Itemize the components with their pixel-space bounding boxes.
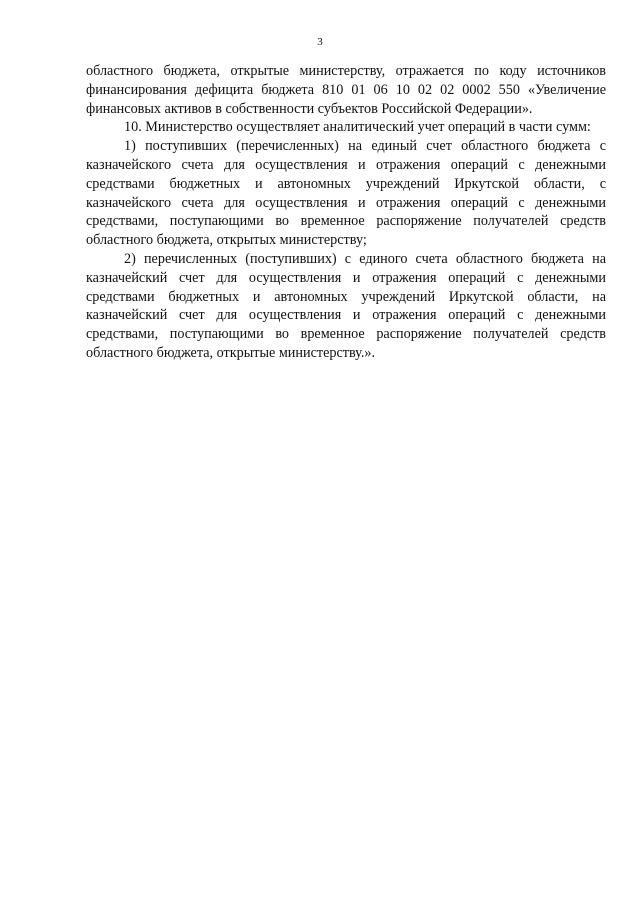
document-body [86,62,606,363]
paragraph-subitem-1: 1) поступивших (перечисленных) на единый счет областного бюджета с казначейского счета для осуществления и отражения операций с денежными средствами бюджетных и автономных учреждений Иркутской области, с казначейского счета для осуществления и отражения операций с денежными средствами, поступающими во временное распоряжение получателей средств областного бюджета, открытых министерству; [86,138,606,249]
paragraph-subitem-2: 2) перечисленных (поступивших) с единого счета областного бюджета на казначейский счет для осуществления и отражения операций с денежными средствами бюджетных и автономных учреждений Иркутской области, на казначейский счет для осуществления и отражения операций с денежными средствами, поступающими во временное распоряжение получателей средств областного бюджета, открытые министерству.». [86,250,606,361]
page-number: 3 [317,36,323,48]
paragraph-continuation: областного бюджета, открытые министерству, отражается по коду источников финансирования дефицита бюджета 810 01 06 10 02 02 0002 550 «Увеличение финансовых активов в собственности субъектов Российской Федерации». [86,63,606,117]
paragraph-item-10: 10. Министерство осуществляет аналитический учет операций в части сумм: [124,119,591,136]
